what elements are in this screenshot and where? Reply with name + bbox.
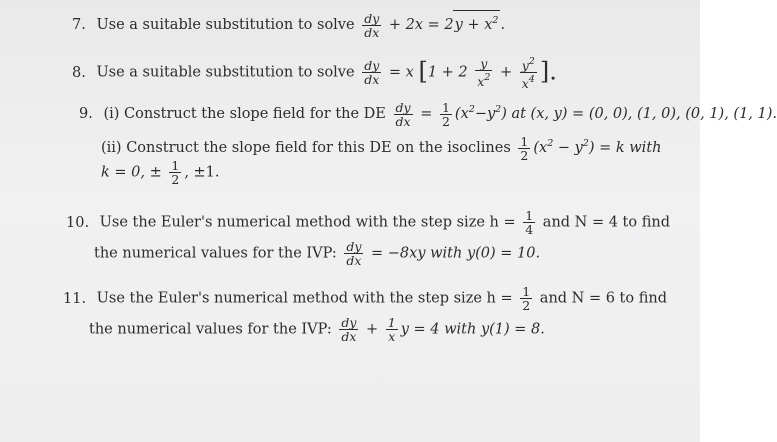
problem-10 xyxy=(66,209,670,236)
problem-number: 8. xyxy=(72,64,86,81)
problem-10-ivp xyxy=(94,240,540,267)
fraction-dy-dx: $\frac{dy}{dx}$ xyxy=(395,99,411,129)
problem-11-ivp: the numerical values for the IVP: $\frac{dy}{dx}$ + $\frac{1}{x}$ y = 4 with y(1) = 8. xyxy=(89,315,545,344)
problem-text: and N = 6 to find xyxy=(539,290,668,307)
problem-9-part-i: 9. (i) Construct the slope field for the DE $\frac{dy}{dx}$ = $\frac{1}{2}$ $(x^2-y^2)$ at (x, y) = (0, 0), (1, 0), (0, 1), (1, 1). xyxy=(79,99,777,129)
square-root: $y + x^2$ xyxy=(453,10,501,35)
close-bracket: ]. xyxy=(539,57,557,86)
problem-text: Use a suitable substitution to solve xyxy=(96,17,355,33)
fraction-one-over-x: $\frac{1}{x}$ xyxy=(387,315,396,344)
problem-number: 9. xyxy=(79,106,93,122)
problem-8: 8. Use a suitable substitution to solve $\frac{dy}{dx}$ = x [1 + 2 $\frac{y}{x^2}$ + $\frac{y^2}{x^4}$ ]. xyxy=(72,56,557,91)
ivp-equation: y = 4 with y(1) = 8. xyxy=(400,321,545,338)
open-bracket: [ xyxy=(418,57,428,86)
isocline-expression: $(x^2 - y^2) = k$ with xyxy=(533,138,662,156)
fraction-step-size: $\frac{1}{4}$ xyxy=(525,208,534,237)
problem-number: 7. xyxy=(72,17,86,33)
k-values: k = 0, ± xyxy=(101,164,162,181)
fraction-dy-dx: $\frac{dy}{dx}$ xyxy=(364,58,380,87)
fraction-y-x2: $\frac{y}{x^2}$ xyxy=(477,56,491,89)
problem-text: (i) Construct the slope field for the DE xyxy=(103,106,386,122)
problem-9-part-ii xyxy=(101,134,661,162)
fraction-one-half: $\frac{1}{2}$ xyxy=(520,133,529,163)
fraction-dy-dx: $\frac{dy}{dx}$ xyxy=(341,315,357,344)
equation-part: + 2x = 2 xyxy=(388,17,454,33)
problem-text: the numerical values for the IVP: xyxy=(94,245,337,262)
problem-text: (ii) Construct the slope field for this DE on the isoclines xyxy=(101,140,511,156)
fraction-step-size: $\frac{1}{2}$ xyxy=(522,284,531,313)
problem-9-k-values: k = 0, ± $\frac{1}{2}$ , ±1. xyxy=(101,158,220,187)
fraction-dy-dx: $\frac{dy}{dx}$ xyxy=(364,10,380,40)
problem-text: Use the Euler's numerical method with the step size h = xyxy=(99,214,516,231)
problem-number: 10. xyxy=(66,214,90,231)
ivp-equation: = −8xy with y(0) = 10. xyxy=(371,245,541,262)
problem-text: and N = 4 to find xyxy=(542,214,671,231)
fraction-y2-x4: $\frac{y^2}{x^4}$ xyxy=(521,56,535,91)
problem-7: 7. Use a suitable substitution to solve $\frac{dy}{dx}$ + $2x = 2y + x^2$ . xyxy=(72,10,506,40)
equation-part: $(x^2-y^2)$ at (x, y) = (0, 0), (1, 0), (0, 1), (1, 1). xyxy=(454,104,777,122)
fraction-dy-dx: $\frac{dy}{dx}$ xyxy=(346,239,362,268)
problem-text: Use the Euler's numerical method with the step size h = xyxy=(96,290,513,307)
problem-number: 11. xyxy=(63,290,87,307)
problem-text: Use a suitable substitution to solve xyxy=(96,64,355,81)
problem-text: the numerical values for the IVP: xyxy=(89,321,332,338)
fraction-one-half: $\frac{1}{2}$ xyxy=(171,158,180,187)
fraction-one-half: $\frac{1}{2}$ xyxy=(441,99,450,129)
problem-11 xyxy=(63,285,667,312)
equation-part: = x xyxy=(388,64,414,81)
